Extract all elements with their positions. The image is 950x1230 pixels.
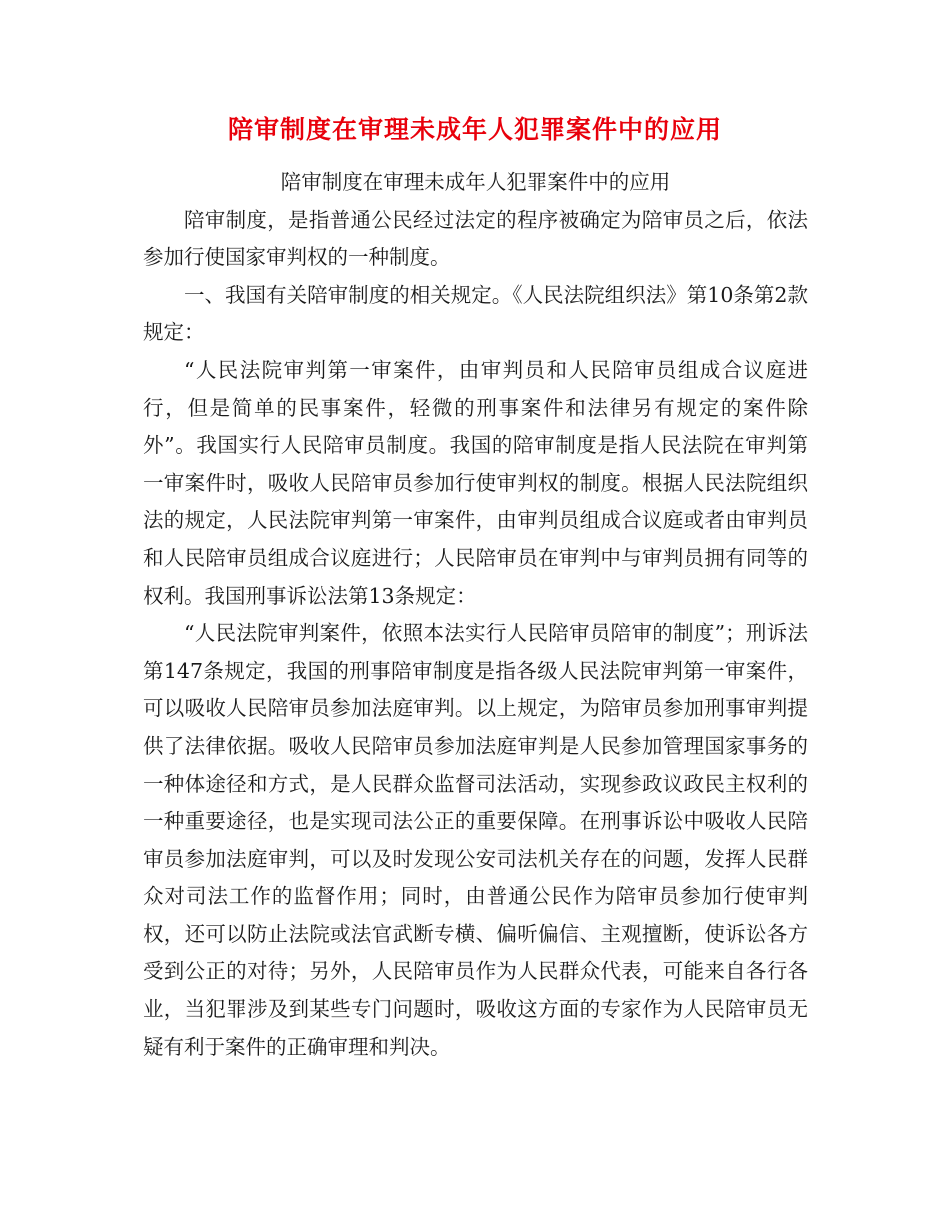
paragraph-court-law-quote: “人民法院审判第一审案件，由审判员和人民陪审员组成合议庭进行，但是简单的民事案件，轻微的刑事案件和法律另有规定的案件除外”。我国实行人民陪审员制度。我国的陪审制度是指人民法院在审判第一审案件时，吸收人民陪审员参加行使审判权的制度。根据人民法院组织法的规定，人民法院审判第一审案件，由审判员组成合议庭或者由审判员和人民陪审员组成合议庭进行；人民陪审员在审判中与审判员拥有同等的权利。我国刑事诉讼法第13条规定： xyxy=(143,357,808,608)
paragraph-criminal-law-quote: “人民法院审判案件，依照本法实行人民陪审员陪审的制度”；刑诉法第147条规定，我国的刑事陪审制度是指各级人民法院审判第一审案件，可以吸收人民陪审员参加法庭审判。以上规定，为陪审员参加刑事审判提供了法律依据。吸收人民陪审员参加法庭审判是人民参加管理国家事务的一种体途径和方式，是人民群众监督司法活动，实现参政议政民主权利的一种重要途径，也是实现司法公正的重要保障。在刑事诉讼中吸收人民陪审员参加法庭审判，可以及时发现公安司法机关存在的问题，发挥人民群众对司法工作的监督作用；同时，由普通公民作为陪审员参加行使审判权，还可以防止法院或法官武断专横、偏听偏信、主观擅断，使诉讼各方受到公正的对待；另外，人民陪审员作为人民群众代表，可能来自各行各业，当犯罪涉及到某些专门问题时，吸收这方面的专家作为人民陪审员无疑有利于案件的正确审理和判决。 xyxy=(143,621,808,1059)
document-subtitle: 陪审制度在审理未成年人犯罪案件中的应用 xyxy=(280,170,671,194)
paragraph-section-heading: 一、我国有关陪审制度的相关规定。《人民法院组织法》第10条第2款规定： xyxy=(143,282,808,345)
document-body xyxy=(143,164,808,1066)
paragraph-definition: 陪审制度，是指普通公民经过法定的程序被确定为陪审员之后，依法参加行使国家审判权的一种制度。 xyxy=(143,207,808,270)
document-title: 陪审制度在审理未成年人犯罪案件中的应用 xyxy=(227,115,722,144)
